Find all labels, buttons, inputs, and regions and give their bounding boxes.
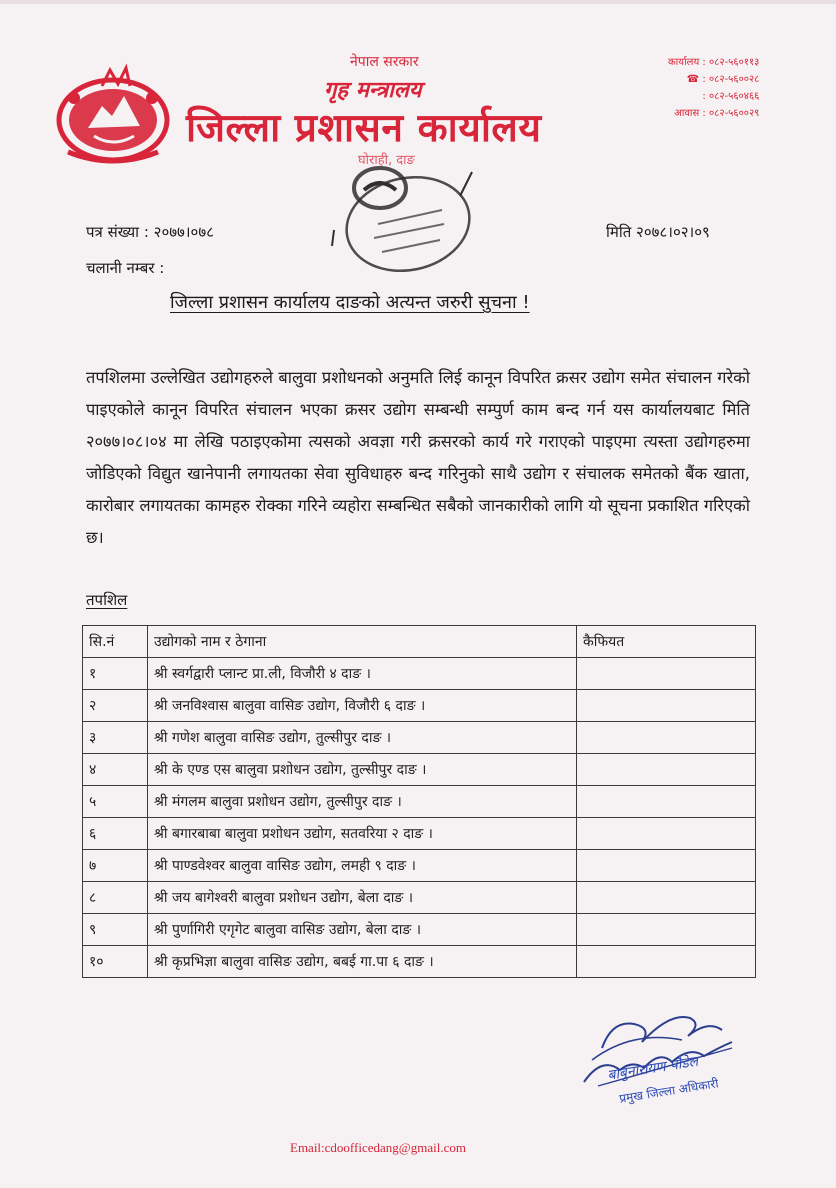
remarks-cell: [577, 850, 756, 882]
remarks-cell: [577, 818, 756, 850]
table-row: [83, 754, 756, 786]
letter-date: मिति २०७८।०२।०९: [606, 223, 710, 241]
industry-name: श्री बगारबाबा बालुवा प्रशोधन उद्योग, सतवरिया २ दाङ ।: [148, 818, 577, 850]
reference-number: पत्र संख्या : २०७७।०७८: [86, 223, 214, 241]
remarks-cell: [577, 786, 756, 818]
remarks-cell: [577, 882, 756, 914]
table-header-row: [83, 626, 756, 658]
table-row: [83, 914, 756, 946]
row-number: ८: [83, 882, 148, 914]
nepal-emblem-icon: [54, 58, 172, 164]
office-title: जिल्ला प्रशासन कार्यालय: [186, 106, 542, 151]
industry-table: [82, 625, 756, 978]
industry-name: श्री जय बागेश्वरी बालुवा प्रशोधन उद्योग, बेला दाङ ।: [148, 882, 577, 914]
dispatch-number: चलानी नम्बर :: [86, 259, 165, 277]
table-row: [83, 946, 756, 978]
row-number: १०: [83, 946, 148, 978]
contact-fax: : ०८२-५६०४६६: [702, 91, 760, 102]
government-heading: नेपाल सरकार: [350, 54, 419, 70]
office-location: घोराही, दाङ: [358, 153, 415, 168]
row-number: ९: [83, 914, 148, 946]
table-row: [83, 786, 756, 818]
remarks-cell: [577, 946, 756, 978]
table-row: [83, 818, 756, 850]
column-header-remarks: कैफियत: [577, 626, 756, 658]
office-email: Email:cdoofficedang@gmail.com: [290, 1140, 466, 1155]
row-number: ४: [83, 754, 148, 786]
contact-phone: ☎ : ०८२-५६००२८: [686, 74, 760, 85]
row-number: ५: [83, 786, 148, 818]
table-row: [83, 690, 756, 722]
industry-name: श्री स्वर्गद्वारी प्लान्ट प्रा.ली, विजौरी ४ दाङ ।: [148, 658, 577, 690]
row-number: ३: [83, 722, 148, 754]
industry-name: श्री कृप्रभिज्ञा बालुवा वासिङ उद्योग, बबई गा.पा ६ दाङ ।: [148, 946, 577, 978]
industry-name: श्री मंगलम बालुवा प्रशोधन उद्योग, तुल्सीपुर दाङ ।: [148, 786, 577, 818]
remarks-cell: [577, 754, 756, 786]
paper-edge: [0, 0, 836, 4]
industry-name: श्री पुर्णागिरी एगृगेट बालुवा वासिङ उद्योग, बेला दाङ ।: [148, 914, 577, 946]
table-row: [83, 850, 756, 882]
remarks-cell: [577, 658, 756, 690]
industry-name: श्री पाण्डवेश्वर बालुवा वासिङ उद्योग, लमही ९ दाङ ।: [148, 850, 577, 882]
table-row: [83, 722, 756, 754]
industry-name: श्री के एण्ड एस बालुवा प्रशोधन उद्योग, तुल्सीपुर दाङ ।: [148, 754, 577, 786]
remarks-cell: [577, 690, 756, 722]
signatory-title: प्रमुख जिल्ला अधिकारी: [618, 1076, 720, 1106]
signatory-name: बाबुनारायण पौडेल: [606, 1053, 700, 1084]
industry-name: श्री जनविश्वास बालुवा वासिङ उद्योग, विजौरी ६ दाङ ।: [148, 690, 577, 722]
letter-subject: जिल्ला प्रशासन कार्यालय दाङको अत्यन्त जरुरी सुचना !: [170, 292, 530, 313]
row-number: ६: [83, 818, 148, 850]
column-header-sn: सि.नं: [83, 626, 148, 658]
row-number: १: [83, 658, 148, 690]
contact-block: [668, 54, 759, 122]
schedule-title: तपशिल: [86, 591, 128, 609]
column-header-name: उद्योगको नाम र ठेगाना: [148, 626, 577, 658]
contact-residence: आवास : ०८२-५६००२९: [674, 108, 760, 119]
remarks-cell: [577, 722, 756, 754]
remarks-cell: [577, 914, 756, 946]
row-number: ७: [83, 850, 148, 882]
industry-name: श्री गणेश बालुवा वासिङ उद्योग, तुल्सीपुर दाङ ।: [148, 722, 577, 754]
table-row: [83, 658, 756, 690]
row-number: २: [83, 690, 148, 722]
letter-body: तपशिलमा उल्लेखित उद्योगहरुले बालुवा प्रशोधनको अनुमति लिई कानून विपरित क्रसर उद्योग समेत संचालन गरेको पाइएकोले कानून विपरित संचालन भएका क्रसर उद्योग सम्बन्धी सम्पुर्ण काम बन्द गर्न यस कार्यालयबाट मिति २०७७।०८।०४ मा लेखि पठाइएकोमा त्यसको अवज्ञा गरी क्रसरको कार्य गरे गराएको पाइएमा त्यस्ता उद्योगहरुमा जोडिएको विद्युत खानेपानी लगायतका सेवा सुविधाहरु बन्द गरिनुको साथै उद्योग र संचालक समेतको बैंक खाता, कारोबार लगायतका कामहरु रोक्का गरिने व्यहोरा सम्बन्धित सबैको जानकारीको लागि यो सूचना प्रकाशित गरिएको छ।: [86, 368, 750, 547]
ministry-heading: गृह मन्त्रालय: [324, 78, 422, 103]
table-row: [83, 882, 756, 914]
office-stamp: [322, 158, 492, 276]
contact-office-phone: कार्यालय : ०८२-५६०११३: [668, 57, 760, 68]
